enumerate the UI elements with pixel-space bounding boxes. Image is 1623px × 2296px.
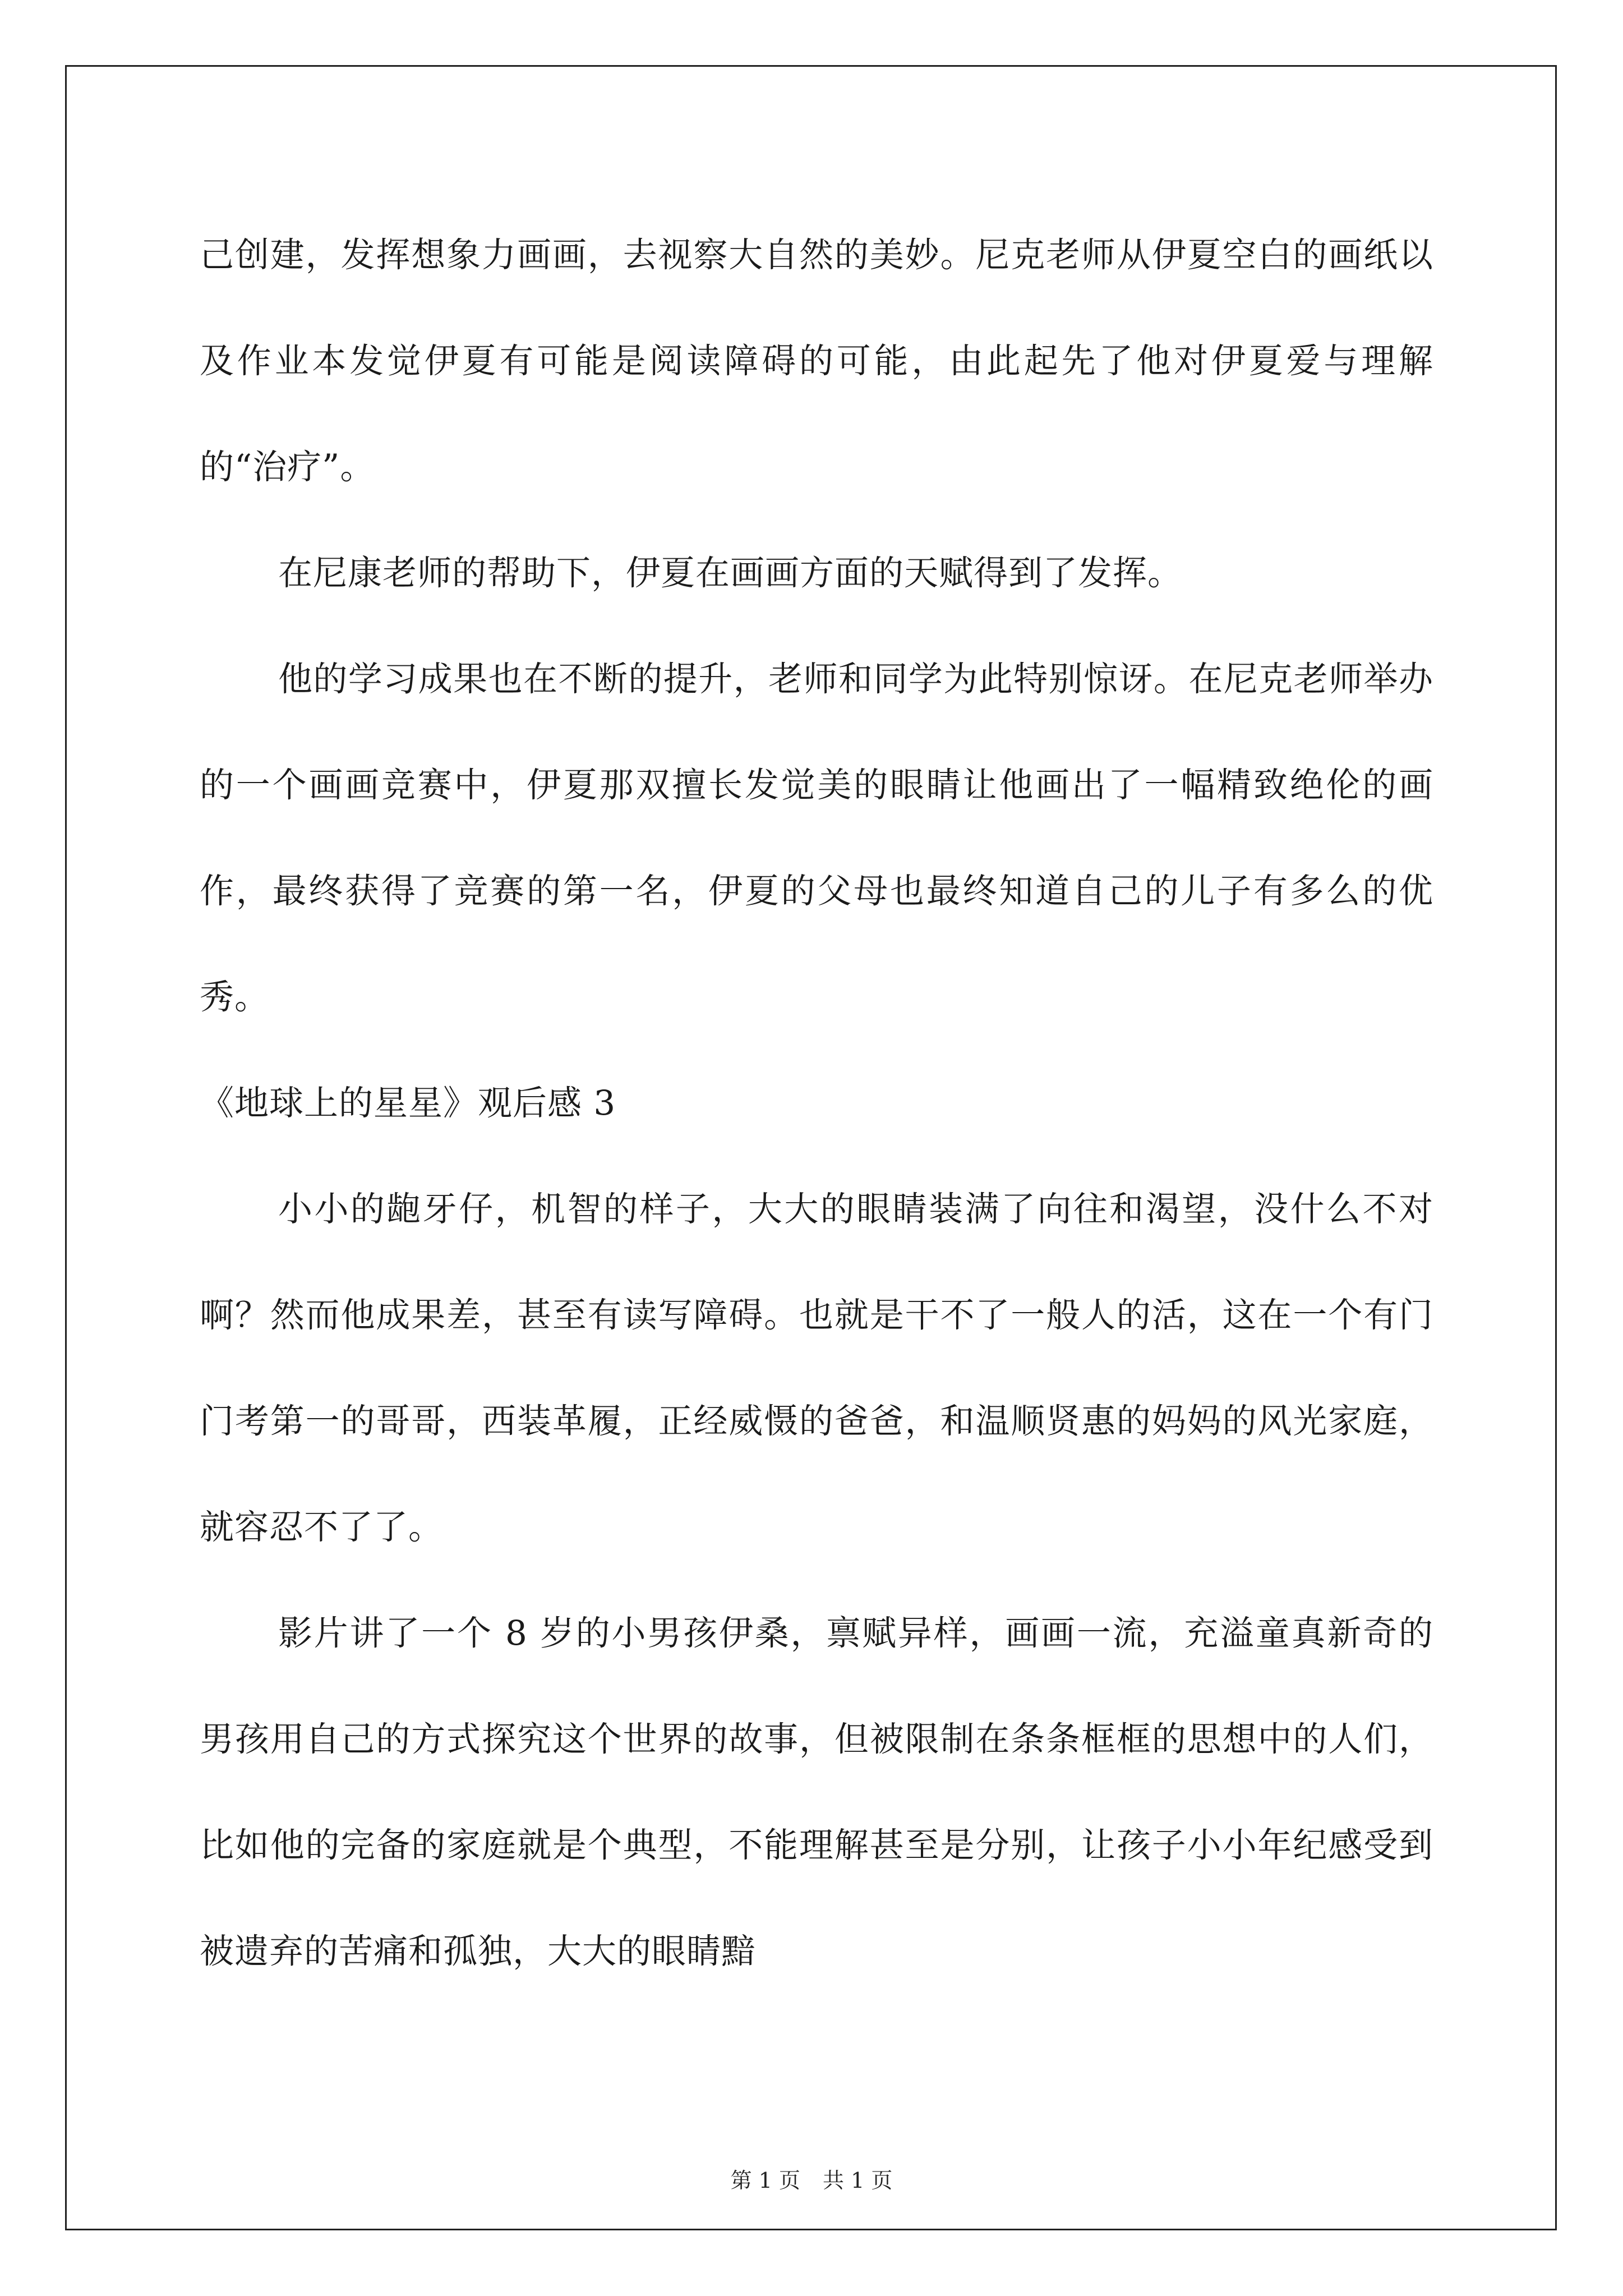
section-title: 《地球上的星星》观后感 3 [200, 1083, 616, 1123]
page-number-current: 第 1 页 [730, 2168, 800, 2193]
page-footer [0, 2166, 1623, 2194]
paragraph-3: 他的学习成果也在不断的提升，老师和同学为此特别惊讶。在尼克老师举办的一个画画竞赛中，伊夏那双擅长发觉美的眼睛让他画出了一幅精致绝伦的画作，最终获得了竞赛的第一名，伊夏的父母也最终知道自己的儿子有多么的优秀。 [200, 659, 1433, 1017]
paragraph-4: 小小的龅牙仔，机智的样子，大大的眼睛装满了向往和渴望，没什么不对啊？然而他成果差，甚至有读写障碍。也就是干不了一般人的活，这在一个有门门考第一的哥哥，西装革履，正经威慑的爸爸，和温顺贤惠的妈妈的风光家庭，就容忍不了了。 [200, 1189, 1433, 1547]
page-number-total: 共 1 页 [823, 2168, 893, 2193]
paragraph-5: 影片讲了一个 8 岁的小男孩伊桑，禀赋异样，画画一流，充溢童真新奇的男孩用自己的方式探究这个世界的故事，但被限制在条条框框的思想中的人们，比如他的完备的家庭就是个典型，不能理解甚至是分别，让孩子小小年纪感受到被遗弃的苦痛和孤独，大大的眼睛黯 [200, 1613, 1433, 1971]
document-body [200, 202, 1433, 2004]
paragraph-1: 己创建，发挥想象力画画，去视察大自然的美妙。尼克老师从伊夏空白的画纸以及作业本发觉伊夏有可能是阅读障碍的可能，由此起先了他对伊夏爱与理解的“治疗”。 [200, 235, 1433, 487]
paragraph-2: 在尼康老师的帮助下，伊夏在画画方面的天赋得到了发挥。 [278, 553, 1183, 593]
